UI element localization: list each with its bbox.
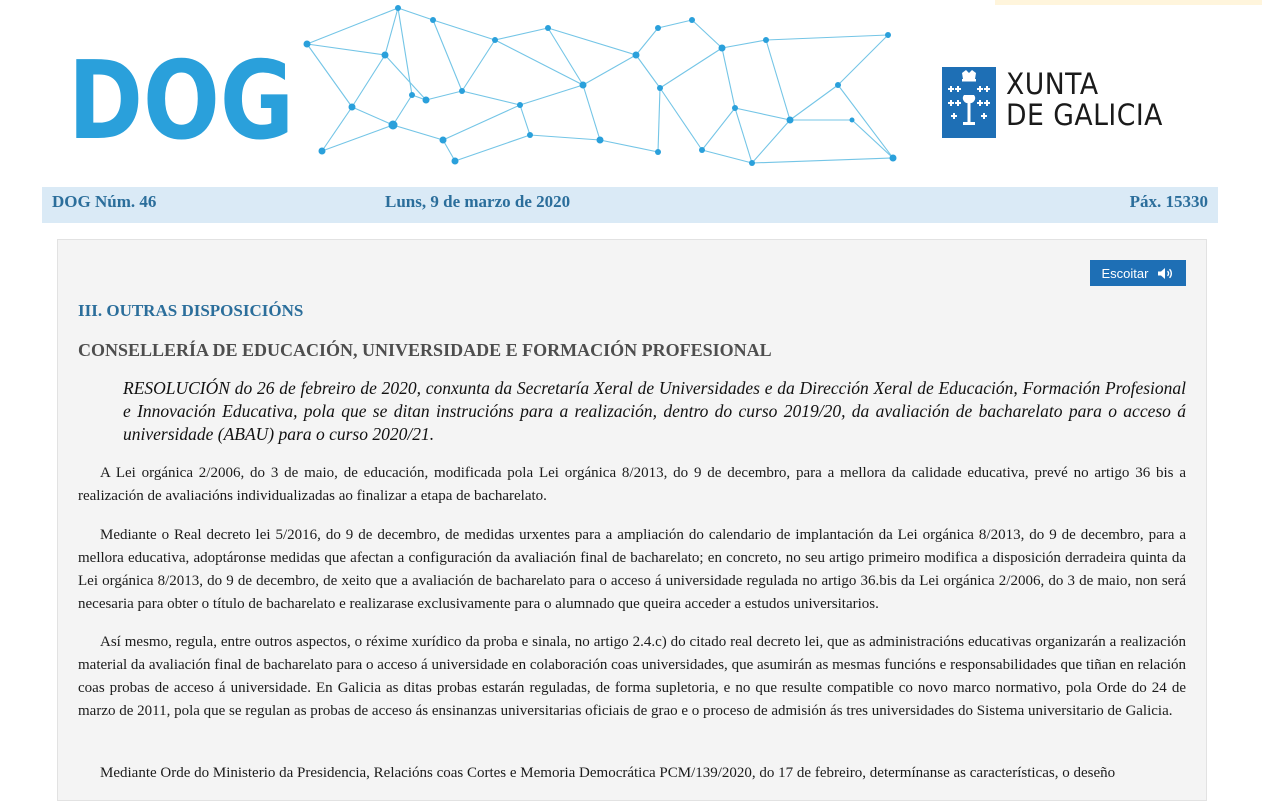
dog-logo [68,39,298,164]
document-paragraph: Así mesmo, regula, entre outros aspectos, o réxime xurídico da proba e sinala, no artigo 2.4.c) do citado real decreto lei, que as administracións educativas organizarán a realización material da avaliación final de bacharelato para o acceso á universidade en colaboración coas universidades, que asumirán as mesmas funcións e responsabilidades que tiñan en relación coas probas de acceso á universidade. En Galicia as ditas probas estarán reguladas, de forma supletoria, e no que resulte compatible co novo marco normativo, pola Orde do 24 de marzo de 2011, pola que se regulan as probas de acceso ás ensinanzas universitarias oficiais de grao e o proceso de admisión ás tres universidades do Sistema universitario de Galicia. [78,634,1186,719]
listen-button[interactable] [1090,260,1186,286]
xunta-logo [942,67,1182,139]
document-paragraph: A Lei orgánica 2/2006, do 3 de maio, de educación, modificada pola Lei orgánica 8/2013, do 9 de decembro, para a mellora da calidade educativa, prevé no artigo 36 bis a realización de avaliacións individualizadas ao finalizar a etapa de bacharelato. [78,465,1186,504]
masthead [0,0,1262,180]
xunta-line-1: XUNTA [1006,67,1099,101]
issue-date: Luns, 9 de marzo de 2020 [385,192,571,211]
speaker-icon [1157,267,1174,280]
document-paragraph: Mediante Orde do Ministerio da Presidencia, Relacións coas Cortes e Memoria Democrática PCM/139/2020, do 17 de febreiro, determínanse as características, o deseño [100,765,1116,781]
network-graphic [300,0,910,175]
issue-info-bar [42,187,1218,223]
issue-number: DOG Núm. 46 [52,192,157,211]
section-title: III. OUTRAS DISPOSICIÓNS [78,301,304,320]
xunta-line-2: DE GALICIA [1006,98,1163,132]
dog-logo-text: DOG [68,39,294,164]
xunta-wordmark [1006,69,1177,131]
listen-button-label: Escoitar [1101,265,1149,281]
resolution-title: RESOLUCIÓN do 26 de febreiro de 2020, conxunta da Secretaría Xeral de Universidades e da Dirección Xeral de Educación, Formación Profesional e Innovación Educativa, pola que se ditan instrucións para a realización, dentro do curso 2019/20, da avaliación de bacharelato para o acceso á universidade (ABAU) para o curso 2020/21. [123,378,1186,444]
department-title: CONSELLERÍA DE EDUCACIÓN, UNIVERSIDADE E FORMACIÓN PROFESIONAL [78,340,772,360]
galicia-shield-icon [942,67,996,138]
page-number: Páx. 15330 [1129,192,1208,211]
document-paragraph: Mediante o Real decreto lei 5/2016, do 9 de decembro, de medidas urxentes para a ampliación do calendario de implantación da Lei orgánica 8/2013, do 9 de decembro, para a mellora educativa, adoptáronse medidas que afectan a configuración da avaliación final de bacharelato; en concreto, no seu artigo primeiro modifica a disposición derradeira quinta da Lei orgánica 8/2013, do 9 de decembro, de xeito que a avaliación de bacharelato para o acceso á universidade regulada no artigo 36.bis da Lei orgánica 2/2006, do 3 de maio, non será necesaria para obter o título de bacharelato e realizarase exclusivamente para o alumnado que queira acceder a estudos universitarios. [78,527,1186,612]
